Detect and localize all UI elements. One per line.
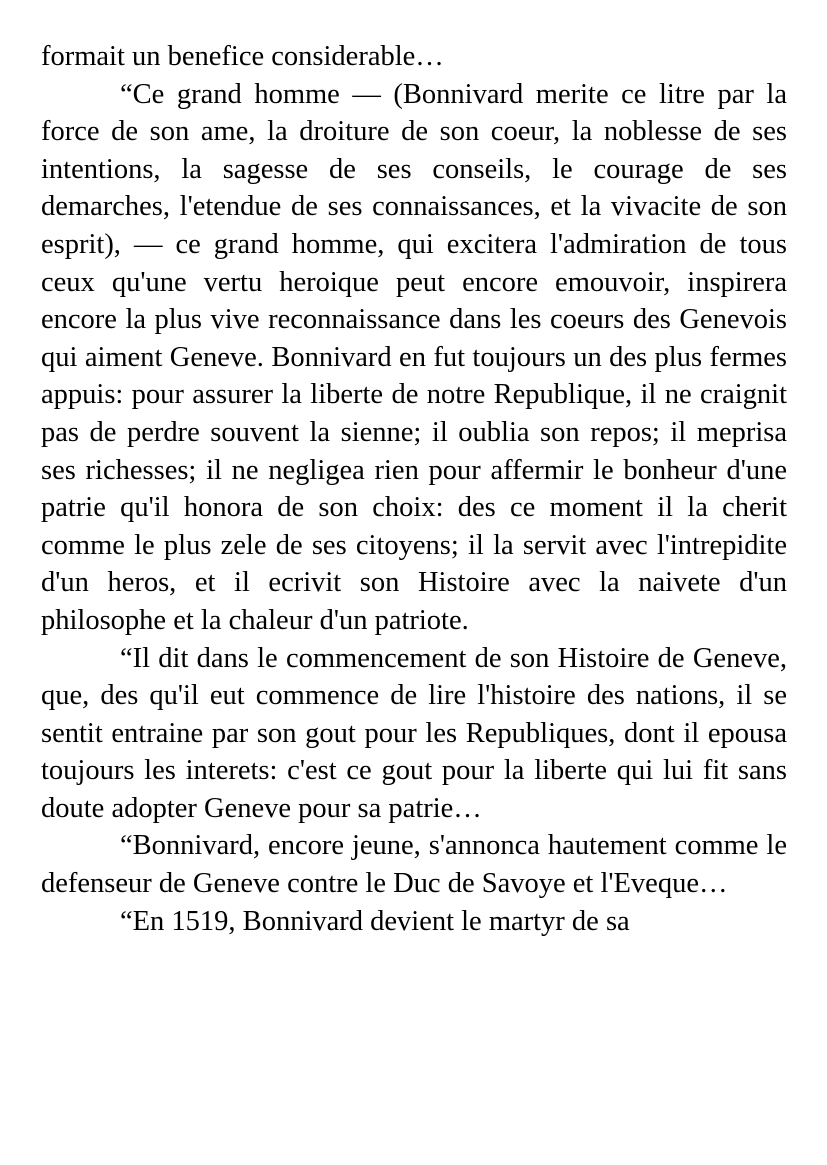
document-page	[41, 38, 787, 940]
paragraph-history-of-geneva: “Il dit dans le commencement de son Histoire de Geneve, que, des qu'il eut commence de lire l'histoire des nations, il se sentit entraine par son gout pour les Republiques, dont il epousa toujours les interets: c'est ce gout pour la liberte qui lui fit sans doute adopter Geneve pour sa patrie…	[41, 642, 787, 824]
paragraph-continuation: formait un benefice considerable…	[41, 41, 444, 72]
paragraph-defender-of-geneva: “Bonnivard, encore jeune, s'annonca hautement comme le defenseur de Geneve contre le Duc de Savoye et l'Eveque…	[41, 830, 787, 900]
paragraph-martyr-1519: “En 1519, Bonnivard devient le martyr de sa	[120, 905, 630, 937]
paragraph-bonnivard-tribute: “Ce grand homme — (Bonnivard merite ce litre par la force de son ame, la droiture de son coeur, la noblesse de ses intentions, la sagesse de ses conseils, le courage de ses demarches, l'etendue de ses connaissances, et la vivacite de son esprit), — ce grand homme, qui excitera l'admiration de tous ceux qu'une vertu heroique peut encore emouvoir, inspirera encore la plus vive reconnaissance dans les coeurs des Genevois qui aiment Geneve. Bonnivard en fut toujours un des plus fermes appuis: pour assurer la liberte de notre Republique, il ne craignit pas de perdre souvent la sienne; il oublia son repos; il meprisa ses richesses; il ne negligea rien pour affermir le bonheur d'une patrie qu'il honora de son choix: des ce moment il la cherit comme le plus zele de ses citoyens; il la servit avec l'intrepidite d'un heros, et il ecrivit son Histoire avec la naivete d'un philosophe et la chaleur d'un patriote.	[41, 78, 787, 636]
